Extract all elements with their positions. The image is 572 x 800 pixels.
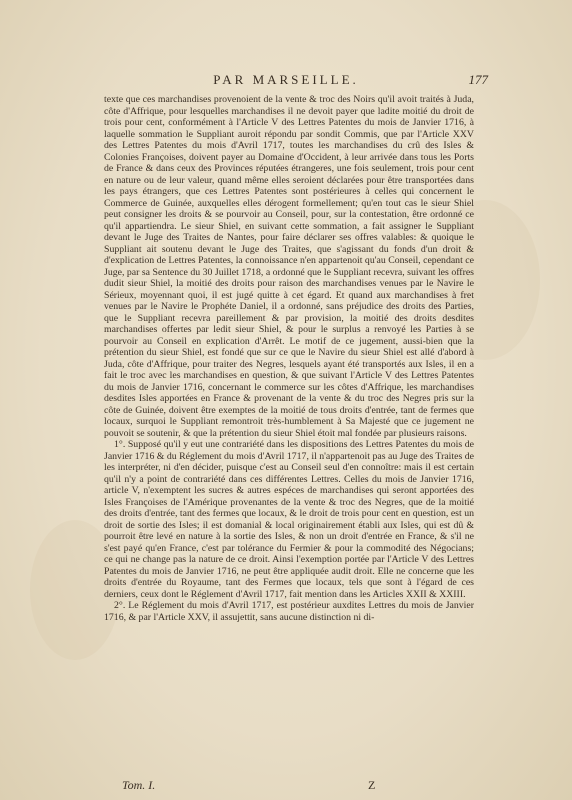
signature-mark: Z [368, 778, 376, 792]
running-title: PAR MARSEILLE. [213, 72, 359, 87]
paragraph: 1°. Supposé qu'il y eut une contrariété dans les dispositions des Lettres Patentes du mois de Janvier 1716 & du Réglement du mois d'Avril 1717, il n'appartenoit pas au Juge des Traites de les interpréter, ni d'en décider, puisque c'est au Conseil seul d'en connoître: mais il est certain qu'il n'y a point de contrariété dans ces différentes Lettres. Celles du mois de Janvier 1716, article V, n'exemptent les sucres & autres espéces de marchandises qui seront apportées des Isles Françoises de l'Amérique provenantes de la vente & troc des Negres, que de la moitié des droits d'entrée, tant des fermes que locaux, & le droit de trois pour cent en question, est un droit de sortie des Isles; il est domanial & local originairement établi aux Isles, qui est dû & pourroit être levé en nature à la sortie des Isles, & non un droit d'entrée en France, & s'il ne s'est payé qu'en France, c'est par tolérance du Fermier & pour la commodité des Négocians; ce qui ne change pas la nature de ce droit. Ainsi l'exemption portée par l'Article V des Lettres Patentes du mois de Janvier 1716, ne peut être appliquée audit droit. Elle ne concerne que les droits d'entrée du Royaume, tant des Fermes que locaux, tels que sont à l'égard de ces derniers, ceux dont le Réglement d'Avril 1717, fait mention dans les Articles XXII & XXIII. [104, 439, 474, 600]
paragraph: 2°. Le Réglement du mois d'Avril 1717, est postérieur auxdites Lettres du mois de Janvier 1716, & par l'Article XXV, il assujettit, sans aucune distinction ni di- [104, 600, 474, 623]
page-footer [0, 778, 572, 794]
tome-label: Tom. I. [122, 778, 156, 792]
page-header [0, 72, 572, 92]
body-text [104, 94, 474, 623]
paragraph: texte que ces marchandises provenoient de la vente & troc des Noirs qu'il avoit traités à Juda, côte d'Affrique, pour lesquelles marchandises il ne devoit payer que ladite moitié du droit de trois pour cent, conformément à l'Article V des Lettres Patentes du mois de Janvier 1716, à laquelle sommation le Suppliant auroit répondu par sondit Commis, que par l'Article XXV des Lettres Patentes du mois d'Avril 1717, toutes les marchandises du crû des Isles & Colonies Françoises, doivent payer au Domaine d'Occident, à leur arrivée dans tous les Ports de France & dans ceux des Provinces réputées étrangeres, une fois seulement, trois pour cent en nature ou de leur valeur, quand même elles seroient déclarées pour être transportées dans les pays étrangers, que ces Lettres Patentes sont postérieures à celles qui concernent le Commerce de Guinée, auxquelles elles dérogent formellement; qu'en tout cas le sieur Shiel peut consigner les droits & se pourvoir au Conseil, pour, sur la contestation, être ordonné ce qu'il appartiendra. Le sieur Shiel, en suivant cette sommation, a fait assigner le Suppliant devant le Juge des Traites de Nantes, pour faire déclarer ses offres valables: & quoique le Suppliant ait soutenu devant le Juge des Traites, que s'agissant du fonds d'un droit & d'explication de Lettres Patentes, la connoissance n'en appartenoit qu'au Conseil, cependant ce Juge, par sa Sentence du 30 Juillet 1718, a ordonné que le Suppliant recevra, suivant les offres dudit sieur Shiel, la moitié des droits pour raison des marchandises venues par le Navire le Sérieux, moyennant quoi, il est jugé quitte à cet égard. Et quand aux marchandises à fret venues par le Navire le Prophéte Daniel, il a ordonné, sans préjudice des droits des Parties, que le Suppliant recevra pareillement & par provision, la moitié des droits desdites marchandises offertes par ledit sieur Shiel, & pour le surplus a renvoyé les Parties à se pourvoir au Conseil en explication d'Arrêt. Le motif de ce jugement, aussi-bien que la prétention du sieur Shiel, est fondé que sur ce que le Navire du sieur Shiel est allé d'abord à Juda, côte d'Affrique, pour traiter des Negres, lesquels ayant été transportés aux Isles, il en a fait le troc avec les marchandises en question, & que suivant l'Article V des Lettres Patentes du mois de Janvier 1716, concernant le commerce sur les côtes d'Affrique, les marchandises desdites Isles apportées en France & provenant de la vente & du troc des Negres pris sur la côte de Guinée, doivent être exemptes de la moitié de tous droits d'entrée, tant de fermes que locaux, surquoi le Suppliant remontroit très-humblement à Sa Majesté que ce jugement ne pouvoit se soutenir, & que la prétention du sieur Shiel étoit mal fondée par plusieurs raisons. [104, 94, 474, 439]
page-number: 177 [468, 72, 488, 87]
